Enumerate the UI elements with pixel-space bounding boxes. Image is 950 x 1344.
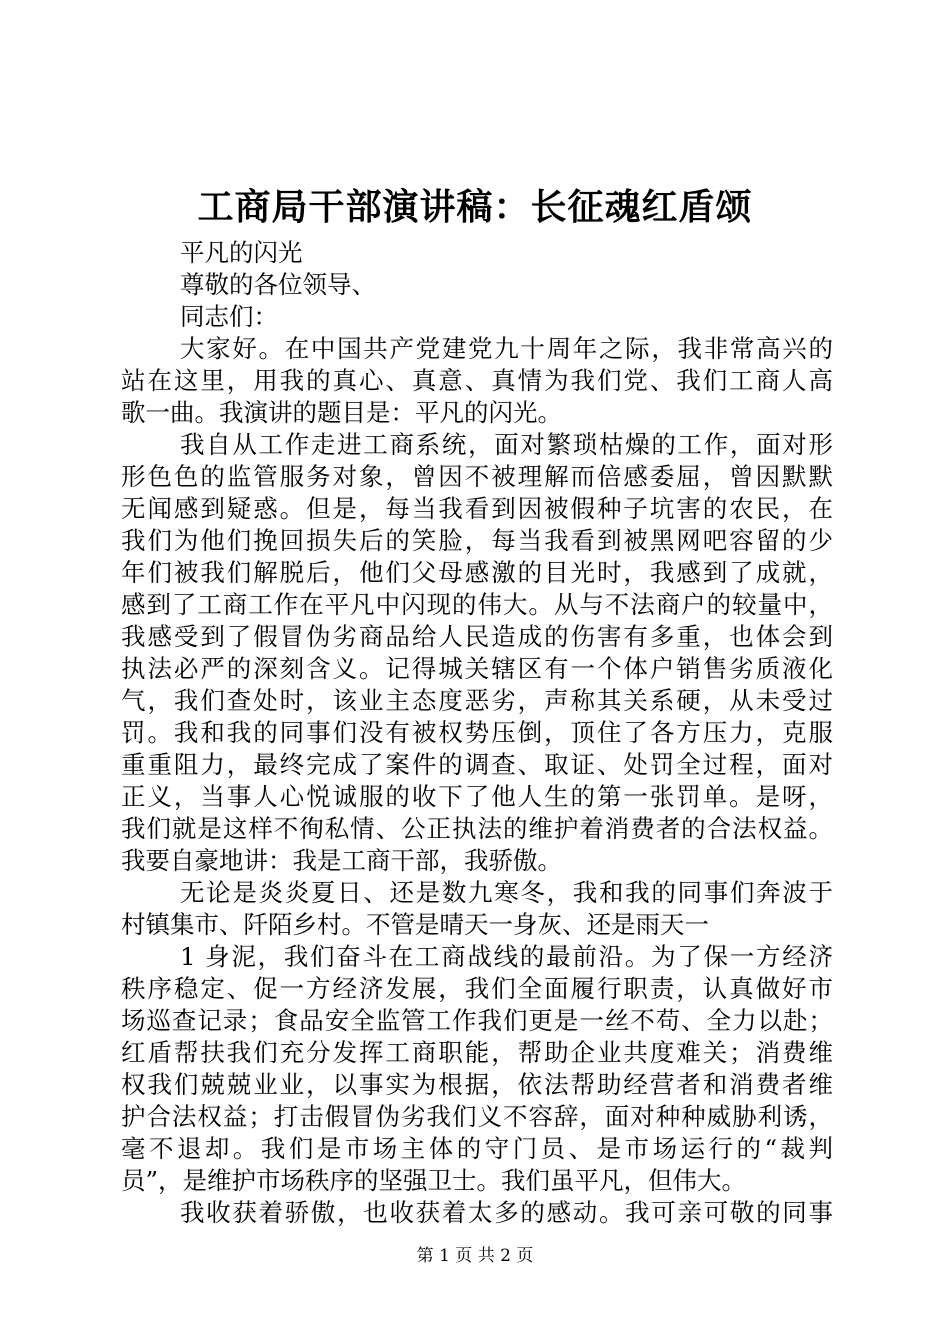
text-line: 执法必严的深刻含义。记得城关辖区有一个体户销售劣质液化 [121, 654, 833, 683]
text-line: 护合法权益；打击假冒伪劣我们义不容辞，面对种种威胁利诱， [121, 1102, 833, 1131]
text-line: 感到了工商工作在平凡中闪现的伟大。从与不法商户的较量中， [121, 590, 833, 619]
text-line: 重重阻力，最终完成了案件的调查、取证、处罚全过程，面对 [121, 750, 833, 779]
text-line: 大家好。在中国共产党建党九十周年之际，我非常高兴的 [180, 334, 833, 363]
text-line: 秩序稳定、促一方经济发展，我们全面履行职责，认真做好市 [121, 974, 833, 1003]
text-line: 员”，是维护市场秩序的坚强卫士。我们虽平凡，但伟大。 [121, 1166, 747, 1195]
text-line: 我自从工作走进工商系统，面对繁琐枯燥的工作，面对形 [180, 430, 833, 459]
text-line: 正义，当事人心悦诚服的收下了他人生的第一张罚单。是呀， [121, 782, 833, 811]
text-line: 红盾帮扶我们充分发挥工商职能，帮助企业共度难关；消费维 [121, 1038, 833, 1067]
text-line: 场巡查记录；食品安全监管工作我们更是一丝不苟、全力以赴； [121, 1006, 833, 1035]
text-line: 无闻感到疑惑。但是，每当我看到因被假种子坑害的农民，在 [121, 494, 833, 523]
text-line: 站在这里，用我的真心、真意、真情为我们党、我们工商人高 [121, 366, 833, 395]
text-line: 毫不退却。我们是市场主体的守门员、是市场运行的“裁判 [121, 1134, 833, 1163]
document-title: 工商局干部演讲稿：长征魂红盾颂 [197, 186, 753, 228]
text-line: 村镇集市、阡陌乡村。不管是晴天一身灰、还是雨天一 [121, 910, 709, 939]
text-line: 尊敬的各位领导、 [180, 270, 376, 299]
text-line: 我们就是这样不徇私情、公正执法的维护着消费者的合法权益。 [121, 814, 833, 843]
text-line: 年们被我们解脱后，他们父母感激的目光时，我感到了成就， [121, 558, 833, 587]
text-line: 同志们： [180, 302, 278, 331]
text-line: 罚。我和我的同事们没有被权势压倒，顶住了各方压力，克服 [121, 718, 833, 747]
text-line: 歌一曲。我演讲的题目是：平凡的闪光。 [121, 398, 562, 427]
text-line: 1 身泥，我们奋斗在工商战线的最前沿。为了保一方经济 [180, 942, 833, 971]
text-line: 我收获着骄傲，也收获着太多的感动。我可亲可敬的同事 [180, 1198, 833, 1227]
text-line: 平凡的闪光 [180, 238, 303, 267]
text-line: 形色色的监管服务对象，曾因不被理解而倍感委屈，曾因默默 [121, 462, 833, 491]
page-footer: 第 1 页 共 2 页 [416, 1246, 534, 1266]
text-line: 无论是炎炎夏日、还是数九寒冬，我和我的同事们奔波于 [180, 878, 833, 907]
text-line: 权我们兢兢业业，以事实为根据，依法帮助经营者和消费者维 [121, 1070, 833, 1099]
document-body [121, 237, 833, 1229]
text-line: 我感受到了假冒伪劣商品给人民造成的伤害有多重，也体会到 [121, 622, 833, 651]
text-line: 我们为他们挽回损失后的笑脸，每当我看到被黑网吧容留的少 [121, 526, 833, 555]
text-line: 我要自豪地讲：我是工商干部，我骄傲。 [121, 846, 562, 875]
text-line: 气，我们查处时，该业主态度恶劣，声称其关系硬，从未受过 [121, 686, 833, 715]
